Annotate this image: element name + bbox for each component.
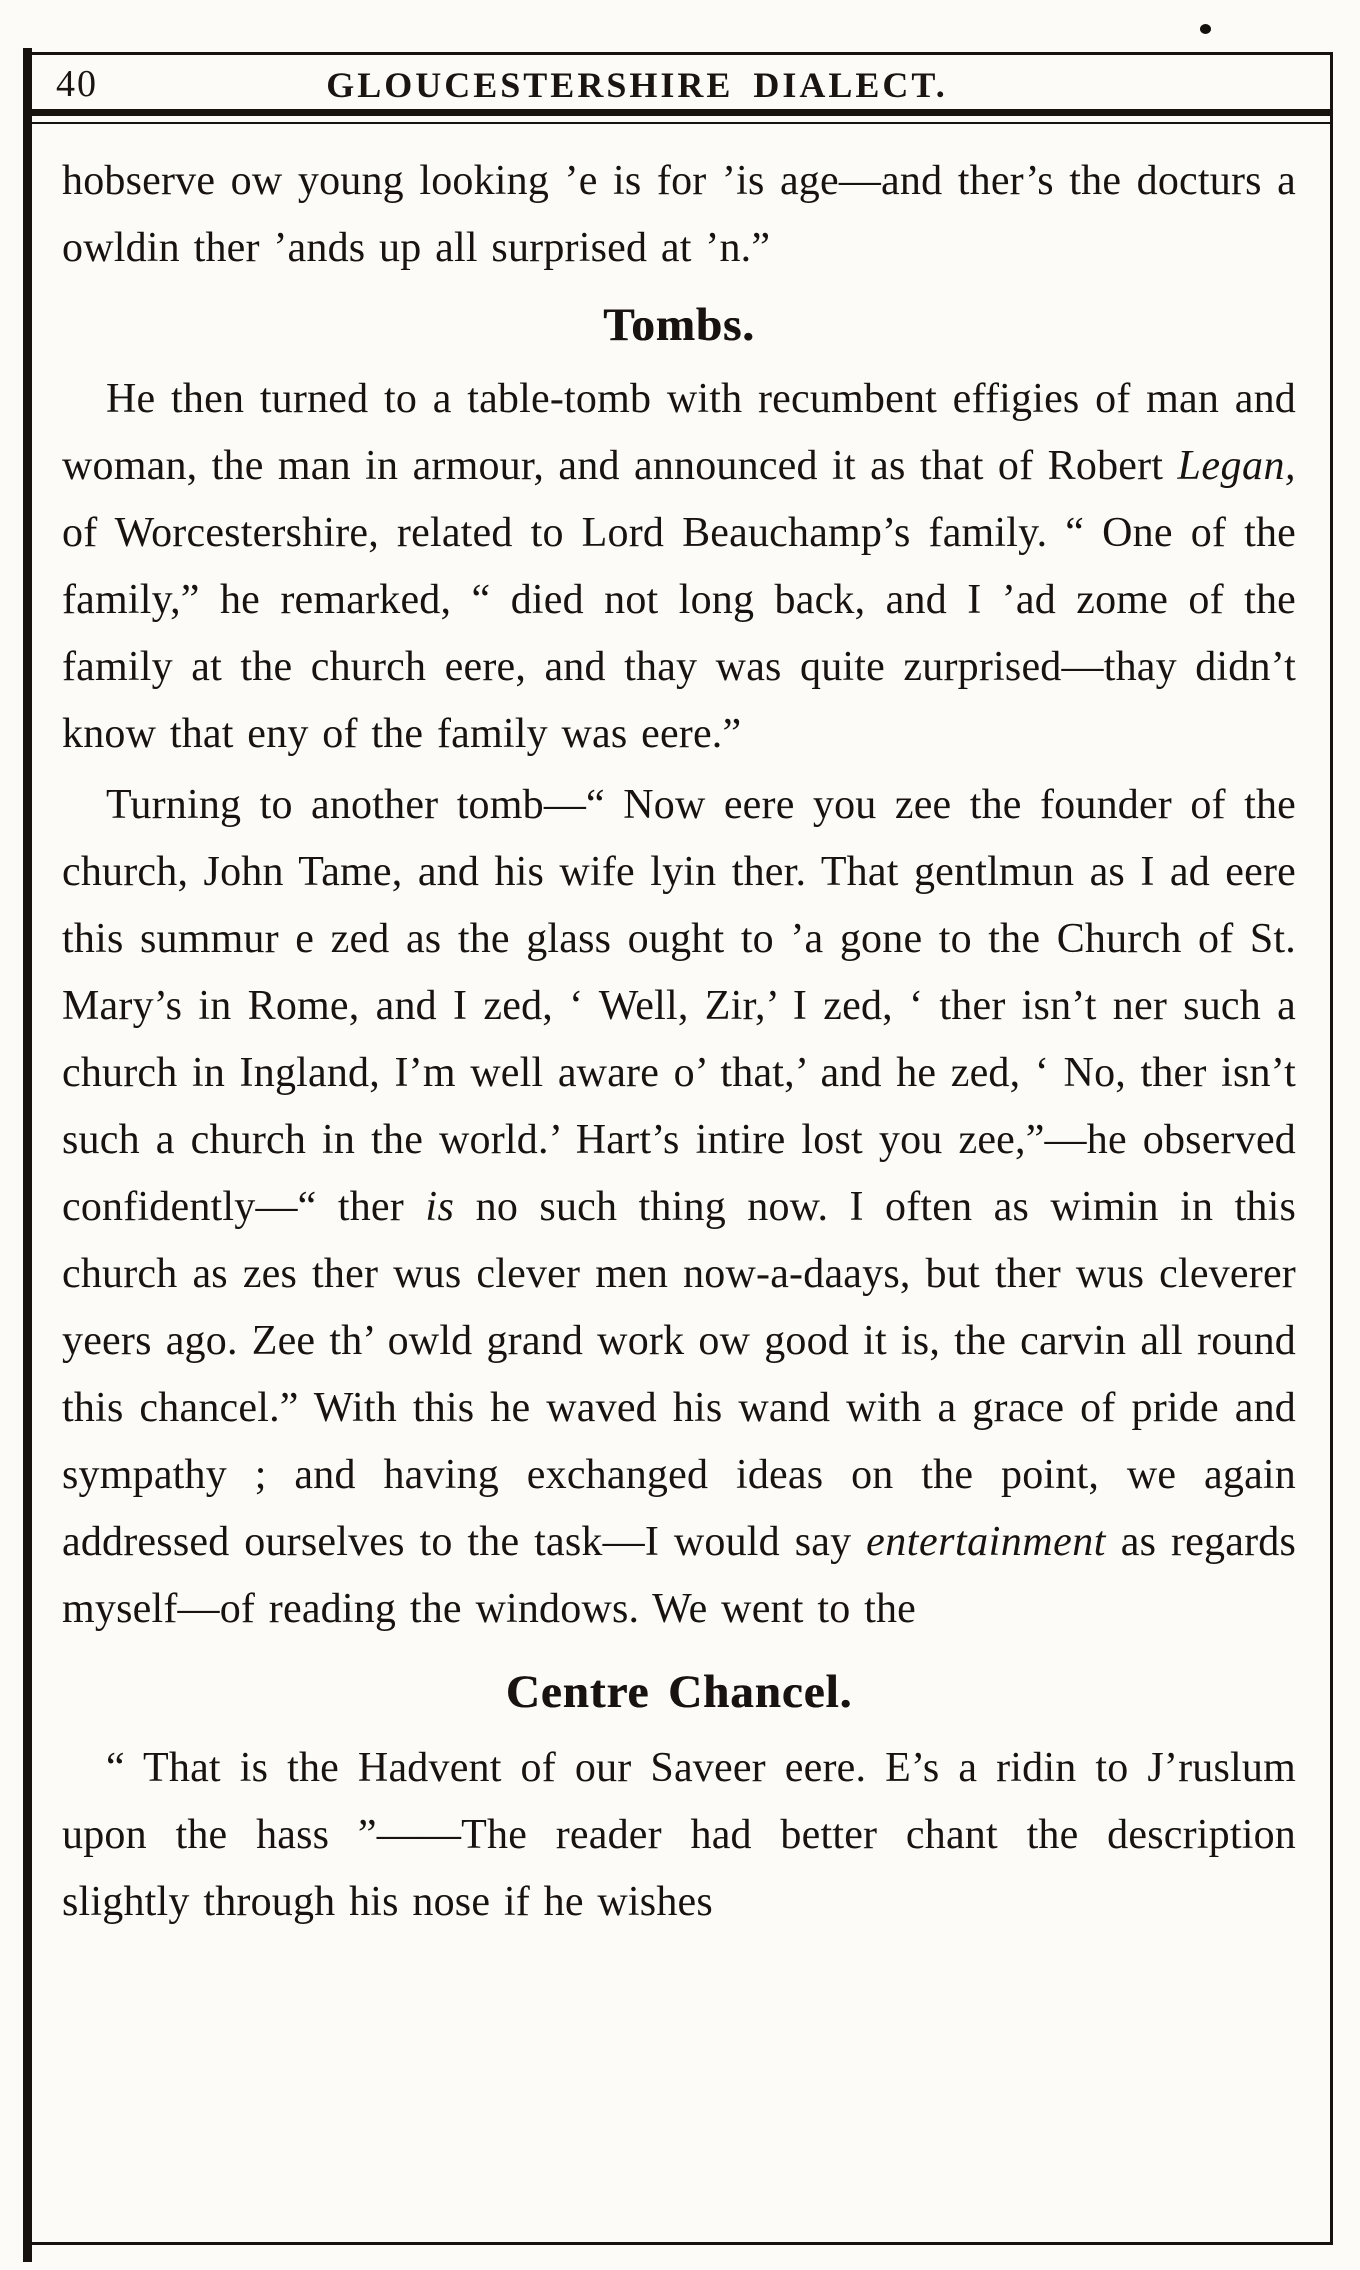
italic-word-entertainment: entertainment — [866, 1519, 1106, 1565]
ink-speck — [1200, 24, 1211, 34]
page-body — [62, 148, 1296, 1936]
bottom-rule — [32, 2242, 1333, 2245]
header-rule-thick — [32, 109, 1330, 116]
right-border-rule — [1330, 52, 1333, 2245]
tombs-heading: Tombs. — [603, 299, 755, 351]
text-segment: Turning to another tomb—“ Now eere you zee the founder of the church, John Tame, and his wife lyin ther. That gentlmun as I ad eere this summur e zed as the glass ought to ’a gone to the Church of St. Mary’s in Rome, and I zed, ‘ Well, Zir,’ I zed, ‘ ther isn’t ner such a church in Ingland, I’m well aware o’ that,’ and he zed, ‘ No, ther isn’t such a church in the world.’ Hart’s intire lost you zee,”—he observed confidently—“ ther — [62, 782, 1296, 1230]
text-segment: as regards myself—of reading the windows. We went to the — [62, 1519, 1296, 1632]
left-border-rule — [23, 48, 32, 2262]
centre-chancel-paragraph: “ That is the Hadvent of our Saveer eere. E’s a ridin to J’ruslum upon the hass ”——The reader had better chant the description slightly through his nose if he wishes — [62, 1745, 1296, 1925]
page-number: 40 — [56, 63, 98, 105]
text-segment: of Worcestershire, related to Lord Beauchamp’s family. “ One of the family,” he remarked, “ died not long back, and I ’ad zome of the family at the church eere, and thay was quite zurprised—thay didn’t know that eny of the family was eere.” — [62, 510, 1296, 757]
italic-word-legan: Legan, — [1177, 443, 1296, 489]
opening-paragraph: hobserve ow young looking ’e is for ’is age—and ther’s the docturs a owldin ther ’ands up all surprised at ’n.” — [62, 158, 1296, 271]
italic-word-is: is — [425, 1184, 455, 1230]
header-rule-thin — [32, 122, 1330, 124]
centre-chancel-heading: Centre Chancel. — [505, 1666, 853, 1718]
text-segment: no such thing now. I often as wimin in this church as zes ther wus clever men now-a-daays, but ther wus cleverer yeers ago. Zee th’ owld grand work ow good it is, the carvin all round this chancel.” With this he waved his wand with a grace of pride and sympathy ; and having exchanged ideas on the point, we again addressed ourselves to the task—I would say — [62, 1184, 1296, 1565]
text-segment: He then turned to a table-tomb with recumbent effigies of man and woman, the man in armour, and announced it as that of Robert — [62, 376, 1296, 489]
running-header: GLOUCESTERSHIRE DIALECT. — [326, 65, 948, 105]
tombs-paragraph-1 — [62, 366, 1296, 768]
top-rule — [32, 52, 1333, 55]
tombs-paragraph-2 — [62, 772, 1296, 1643]
